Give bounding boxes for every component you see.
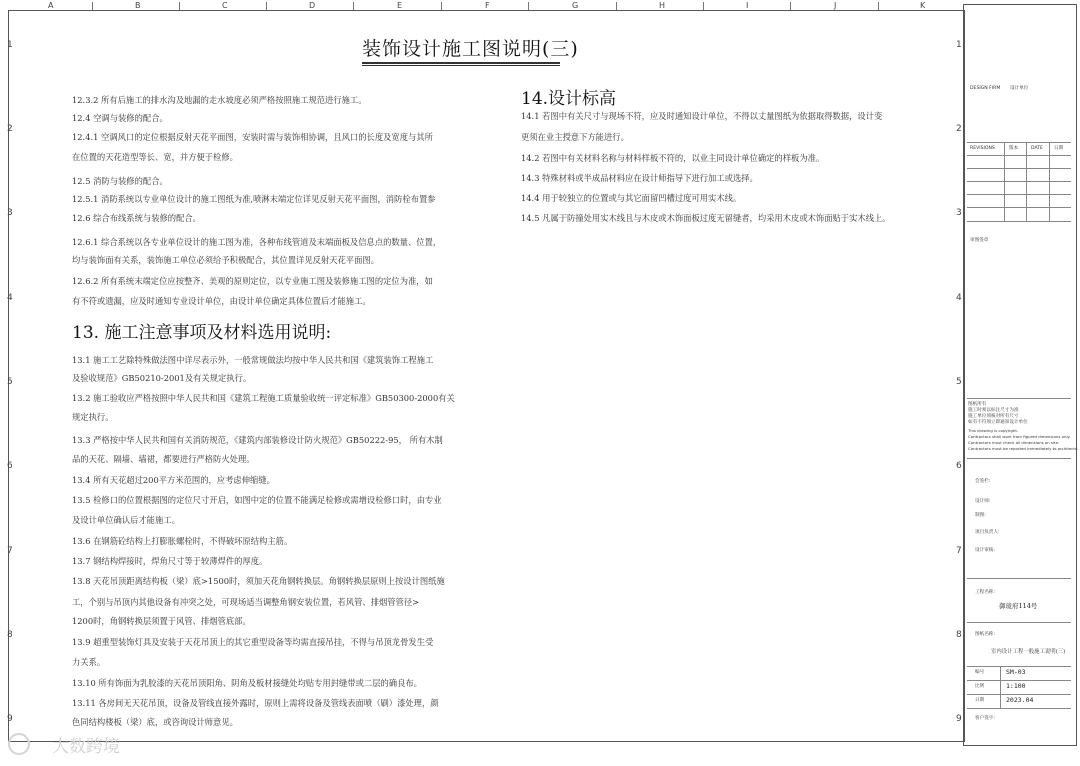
scale-value: 1:100 — [1006, 682, 1026, 690]
column-label-i: I — [746, 1, 749, 10]
row-label-8: 8 — [7, 630, 13, 640]
revision-row-line — [967, 221, 1071, 222]
spec-line: 及验收规范》GB50210-2001及有关规定执行。 — [72, 373, 252, 383]
drawing-name-label: 图纸名称: — [975, 632, 995, 637]
client-signature-label: 客户签字: — [975, 716, 995, 721]
title-block-divider — [967, 708, 1071, 709]
spec-line: 14.1 若图中有关尺寸与现场不符，应及时通知设计单位，不得以丈量图纸为依据取得数据，设计变 — [521, 111, 883, 121]
spec-line: 品的天花、隔墙、墙裙，都要进行严格防火处理。 — [72, 454, 255, 464]
revision-label: REVISIONS — [970, 146, 995, 151]
design-firm-label: DESIGN FIRM — [970, 86, 1001, 91]
row-label-1-right: 1 — [956, 40, 962, 50]
spec-line: 13.10 所有饰面为乳胶漆的天花吊顶阳角、阴角及板材接缝处均贴专用封缝带或二层的确良布。 — [72, 678, 422, 688]
project-name-label: 工程名称: — [975, 590, 995, 595]
design-firm-cn-label: 设计单位 — [1010, 86, 1029, 91]
signature-field-designer: 设计师: — [975, 499, 991, 504]
spec-line: 力关系。 — [72, 657, 106, 667]
spec-line: 有不符或遗漏，应及时通知专业设计单位，由设计单位确定具体位置后才能施工。 — [72, 296, 371, 306]
column-tick — [878, 2, 879, 10]
spec-line: 色同结构楼板（梁）底，或咨询设计师意见。 — [72, 717, 238, 727]
section-14-heading: 14.设计标高 — [521, 89, 617, 109]
spec-line: 14.4 用于较独立的位置或与其它面留凹槽过度可用实木线。 — [521, 193, 742, 203]
spec-line: 13.3 严格按中华人民共和国有关消防规范，《建筑内部装修设计防火规范》GB50222-95， 所有木制 — [72, 435, 443, 445]
drawing-note: Contractors must check all dimensions on site. — [968, 440, 1060, 445]
row-label-4-right: 4 — [956, 293, 962, 303]
column-tick — [266, 2, 267, 10]
date-label: 日期 — [975, 698, 985, 703]
row-label-2-right: 2 — [956, 124, 962, 134]
number-value: SM-03 — [1006, 668, 1026, 676]
drawing-note: Contractors must be reported immediately to architects. — [968, 446, 1079, 451]
column-label-d: D — [309, 1, 316, 10]
revision-row-line — [967, 207, 1071, 208]
row-label-5: 5 — [7, 377, 13, 387]
spec-line: 12.5 消防与装修的配合。 — [72, 176, 168, 186]
info-col-line — [1000, 666, 1001, 708]
spec-line: 1200时，角钢转换层须置于风管、排烟管底部。 — [72, 616, 251, 626]
signature-field-project-lead: 项目负责人: — [975, 530, 1000, 535]
spec-line: 规定执行。 — [72, 412, 114, 422]
row-label-2: 2 — [7, 124, 13, 134]
row-label-9-right: 9 — [956, 714, 962, 724]
row-label-6-right: 6 — [956, 461, 962, 471]
signature-field-drafter: 制图: — [975, 513, 986, 518]
drawing-note: 施工时须以标注尺寸为准 — [968, 408, 1019, 413]
revision-col-line — [1004, 142, 1005, 221]
revision-col-line — [1049, 142, 1050, 221]
revision-version-label: 版本 — [1009, 146, 1019, 151]
spec-line: 13.11 各房间无天花吊顶，设备及管线直接外露时，原则上需将设备及管线表面喷（刷）漆处理，颜 — [72, 698, 439, 708]
watermark-text: 大数跨境 — [52, 737, 120, 757]
row-label-5-right: 5 — [956, 377, 962, 387]
column-label-k: K — [920, 1, 926, 10]
column-label-j: J — [834, 1, 837, 10]
revision-col-line — [1026, 142, 1027, 221]
spec-line: 13.4 所有天花超过200平方米范围的，应考虑伸缩缝。 — [72, 475, 275, 485]
title-block-divider — [967, 666, 1071, 667]
spec-line: 更须在业主授意下方能进行。 — [521, 132, 629, 142]
column-tick — [441, 2, 442, 10]
row-label-4: 4 — [7, 293, 13, 303]
spec-line: 12.4 空调与装修的配合。 — [72, 113, 168, 123]
spec-line: 12.6.1 综合系统以各专业单位设计的施工图为准，各种布线管道及末端面板及信息点的数量、位置， — [72, 237, 442, 247]
drawing-note: 如有不符须立即通知设计单位 — [968, 420, 1028, 425]
revision-row-line — [967, 194, 1071, 195]
column-tick — [353, 2, 354, 10]
revision-date-cn-label: 日期 — [1054, 146, 1064, 151]
spec-line: 13.8 天花吊顶距离结构板（梁）底>1500时，须加天花角钢转换层。角钢转换层原则上按设计图纸施 — [72, 576, 445, 586]
number-label: 编号 — [975, 670, 985, 675]
spec-line: 12.5.1 消防系统以专业单位设计的施工图纸为准,喷淋末端定位详见反射天花平面图，消防栓布置参 — [72, 194, 436, 204]
spec-line: 12.3.2 所有后施工的排水沟及地漏的走水坡度必须严格按照施工规范进行施工。 — [72, 95, 367, 105]
column-tick — [179, 2, 180, 10]
spec-line: 在位置的天花造型等长、宽，并方便于检修。 — [72, 152, 238, 162]
title-block-divider — [967, 694, 1071, 695]
spec-line: 13.1 施工工艺除特殊做法图中详尽表示外，一般常规做法均按中华人民共和国《建筑装饰工程施工 — [72, 355, 434, 365]
spec-line: 14.3 特殊材料或半成品材料应在设计师指导下进行加工或选择。 — [521, 173, 758, 183]
column-label-e: E — [397, 1, 403, 10]
scale-label: 比例 — [975, 684, 985, 689]
title-block-divider — [967, 398, 1071, 399]
revision-row-line — [967, 181, 1071, 182]
title-block-divider — [967, 142, 1071, 143]
spec-line: 均与装饰面有关系，装饰施工单位必须给予积极配合，其位置详见反射天花平面图。 — [72, 255, 379, 265]
drawing-note: 施工单位须核对所有尺寸 — [968, 414, 1019, 419]
drawing-note: Contractors shall work from figured dimensions only. — [968, 434, 1071, 439]
spec-line: 14.2 若图中有关材料名称与材料样板不符的，以业主同设计单位确定的样板为准。 — [521, 153, 825, 163]
column-tick — [616, 2, 617, 10]
spec-line: 13.7 钢结构焊接时，焊角尺寸等于较薄焊件的厚度。 — [72, 556, 268, 566]
drawing-note: This drawing is copyright. — [968, 428, 1019, 433]
project-name: 御珑府114号 — [999, 602, 1038, 610]
column-tick — [92, 2, 93, 10]
drawing-name: 室内设计工程一般施工说明(三) — [991, 649, 1066, 655]
revision-row-line — [967, 155, 1071, 156]
column-label-f: F — [485, 1, 490, 10]
row-label-3: 3 — [7, 208, 13, 218]
section-13-heading: 13. 施工注意事项及材料选用说明: — [72, 323, 332, 343]
row-label-7: 7 — [7, 546, 13, 556]
column-label-g: G — [572, 1, 579, 10]
spec-line: 13.2 施工验收应严格按照中华人民共和国《建筑工程施工质量验收统一评定标准》GB50300-2000有关 — [72, 393, 455, 403]
spec-line: 12.4.1 空调风口的定位根据反射天花平面图，安装时需与装饰相协调，且风口的长度及宽度与其所 — [72, 132, 433, 142]
spec-line: 12.6 综合布线系统与装修的配合。 — [72, 213, 201, 223]
revision-date-label: DATE — [1031, 146, 1043, 151]
row-label-3-right: 3 — [956, 208, 962, 218]
column-label-a: A — [48, 1, 54, 10]
date-value: 2023.04 — [1006, 696, 1034, 704]
signature-field-review: 设计审核: — [975, 548, 995, 553]
title-underline — [362, 65, 560, 66]
column-tick — [790, 2, 791, 10]
row-label-7-right: 7 — [956, 546, 962, 556]
review-stamp-label: 审图签章 — [970, 238, 989, 243]
title-block-divider — [967, 458, 1071, 459]
title-block-divider — [967, 680, 1071, 681]
column-tick — [703, 2, 704, 10]
spec-line: 13.6 在钢筋砼结构上打膨胀螺栓时，不得破坏原结构主筋。 — [72, 536, 293, 546]
signature-field-countersign: 会签栏: — [975, 479, 991, 484]
drawing-note: 图纸所有 — [968, 402, 987, 407]
title-block-divider — [967, 622, 1071, 623]
row-label-1: 1 — [7, 40, 13, 50]
column-label-h: H — [659, 1, 666, 10]
column-tick — [528, 2, 529, 10]
row-label-9: 9 — [7, 714, 13, 724]
spec-line: 14.5 凡属于防撞处用实木线且与木皮或木饰面板过度无留缝者，均采用木皮或木饰面贴于实木线上。 — [521, 213, 891, 223]
title-block-divider — [967, 578, 1071, 579]
watermark-logo-icon — [8, 733, 30, 755]
page-title: 装饰设计施工图说明(三) — [362, 38, 579, 60]
spec-line: 及设计单位确认后才能施工。 — [72, 515, 180, 525]
column-label-b: B — [135, 1, 141, 10]
spec-line: 12.6.2 所有系统末端定位应按整齐、美观的原则定位，以专业施工图及装修施工图的定位为准，如 — [72, 276, 433, 286]
revision-row-line — [967, 168, 1071, 169]
title-underline — [362, 62, 560, 64]
row-label-6: 6 — [7, 461, 13, 471]
spec-line: 工，个别与吊顶内其他设备有冲突之处，可现场适当调整角钢安装位置，若风管、排烟管管径> — [72, 597, 420, 607]
row-label-8-right: 8 — [956, 630, 962, 640]
column-label-c: C — [222, 1, 228, 10]
spec-line: 13.5 检修口的位置根据图的定位尺寸开启，如图中定的位置不能满足检修或需增设检修口时，由专业 — [72, 495, 442, 505]
spec-line: 13.9 超重型装饰灯具及安装于天花吊顶上的其它重型设备等均需直接吊挂，不得与吊顶龙骨发生受 — [72, 637, 434, 647]
